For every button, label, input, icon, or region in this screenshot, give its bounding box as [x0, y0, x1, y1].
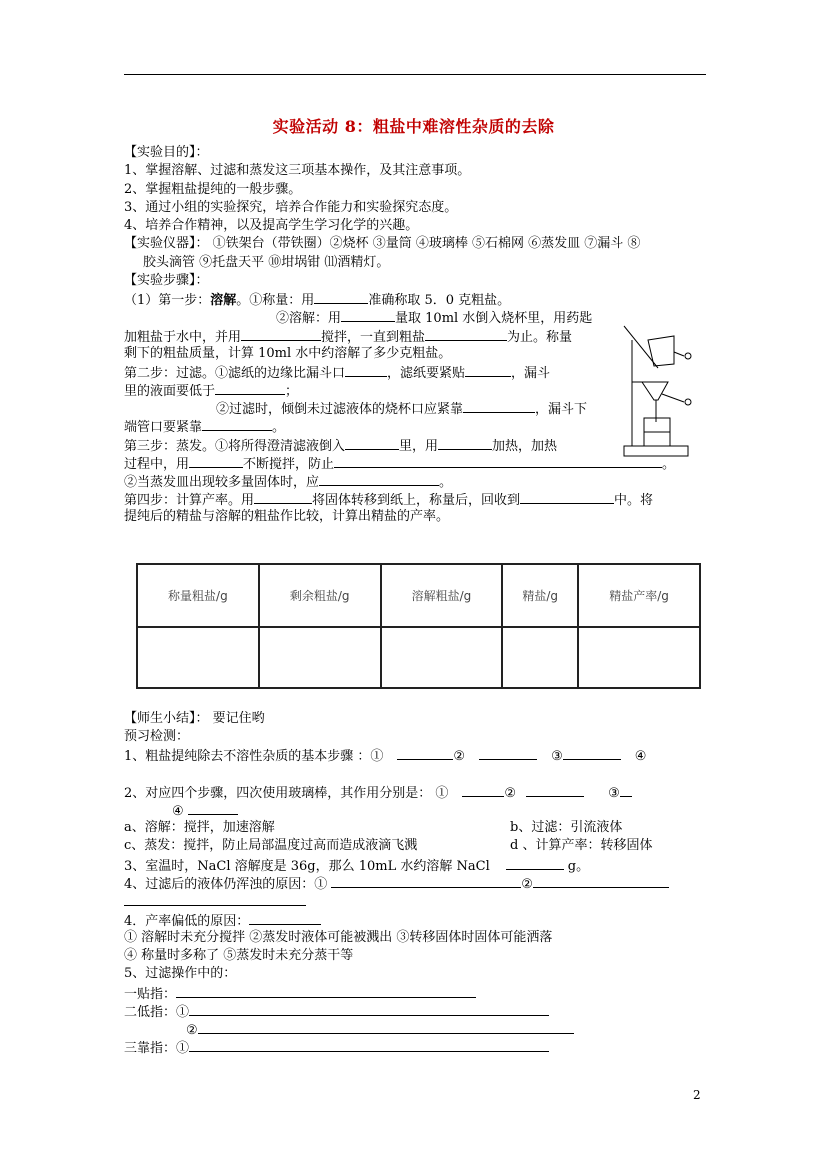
step2-text-6: ②过滤时，倾倒未过滤液体的烧杯口应紧靠 — [216, 402, 464, 417]
step4-text-2: 将固体转移到纸上，称量后，回收到 — [312, 493, 521, 508]
step4-line-2: 提纯后的精盐与溶解的粗盐作比较，计算出精盐的产率。 — [124, 509, 450, 524]
step2-text-9: 。 — [272, 420, 286, 435]
step2-text-5: ； — [285, 384, 299, 399]
two-low-label: 二低指：① — [124, 1005, 190, 1020]
step3-text: 第三步：蒸发。①将所得澄清滤液倒入 — [124, 439, 346, 454]
table-cell[interactable] — [502, 627, 578, 688]
step2-text-2: ，滤纸要紧贴 — [387, 366, 466, 381]
yield-options-1: ① 溶解时未充分搅拌 ②蒸发时液体可能被溅出 ③转移固体时固体可能洒落 — [124, 930, 553, 945]
question-1 — [124, 745, 646, 766]
results-table-wrap — [136, 563, 701, 689]
stand-base — [624, 446, 688, 456]
step3-text-8: 。 — [439, 475, 453, 490]
answer-d: d 、计算产率：转移固体 — [510, 838, 653, 853]
answer-blank[interactable] — [334, 453, 662, 468]
step1-dissolve-label: 溶解 — [210, 293, 237, 308]
answer-blank[interactable] — [202, 416, 272, 431]
question-4-cont — [124, 891, 306, 912]
step3-text-5: 不断搅拌，防止 — [243, 457, 335, 472]
q2-text: 2、对应四个步骤，四次使用玻璃棒，其作用分别是： ① — [124, 786, 449, 801]
answer-c: c、蒸发：搅拌，防止局部温度过高而造成液滴飞溅 — [124, 838, 418, 853]
step1-stir-text-2: 搅拌，一直到粗盐 — [321, 330, 426, 345]
table-row — [137, 627, 700, 688]
answer-blank[interactable] — [563, 745, 621, 760]
answer-blank[interactable] — [254, 489, 312, 504]
answer-blank[interactable] — [319, 471, 439, 486]
answer-blank[interactable] — [189, 453, 243, 468]
step4-text: 第四步：计算产率。用 — [124, 493, 255, 508]
col-header: 剩余粗盐/g — [259, 564, 381, 627]
step3-text-4: 过程中，用 — [124, 457, 190, 472]
q1-text: 1、粗盐提纯除去不溶性杂质的基本步骤 ：① — [124, 749, 384, 764]
results-table — [136, 563, 701, 689]
q1-mark-3: ③ — [551, 749, 563, 764]
col-header: 溶解粗盐/g — [381, 564, 503, 627]
answer-a: a、溶解：搅拌，加速溶解 — [124, 820, 275, 835]
answer-blank[interactable] — [533, 873, 669, 888]
step1-stir-text-3: 为止。称量 — [507, 330, 573, 345]
col-header: 称量粗盐/g — [137, 564, 259, 627]
purpose-item-3: 3、通过小组的实验探究，培养合作能力和实验探究态度。 — [124, 200, 458, 215]
q1-mark-2: ② — [453, 749, 466, 764]
table-header-row — [137, 564, 700, 627]
step3-text-7: ②当蒸发皿出现较多量固体时，应 — [124, 475, 320, 490]
q1-mark-4: ④ — [634, 749, 647, 764]
step1-stir-text: 加粗盐于水中，并用 — [124, 330, 242, 345]
q3-text: 3、室温时，NaCl 溶解度是 36g，那么 10mL 水约溶解 NaCl — [124, 859, 490, 874]
filtration-apparatus-figure — [618, 322, 712, 464]
yield-options-2: ④ 称量时多称了 ⑤蒸发时未充分蒸干等 — [124, 948, 354, 963]
callout-2 — [685, 399, 691, 405]
col-header: 精盐/g — [502, 564, 578, 627]
answer-blank[interactable] — [520, 489, 614, 504]
answer-blank[interactable] — [189, 1037, 549, 1052]
callout-1 — [685, 353, 691, 359]
step1-calc-line: 剩下的粗盐质量，计算 10ml 水中约溶解了多少克粗盐。 — [124, 346, 452, 361]
purpose-item-1: 1、掌握溶解、过滤和蒸发这三项基本操作，及其注意事项。 — [124, 163, 471, 178]
q3-unit: g。 — [567, 859, 590, 874]
table-cell[interactable] — [259, 627, 381, 688]
step1-weigh-text: 。①称量：用 — [236, 293, 315, 308]
three-lean-label: 三靠指：① — [124, 1041, 190, 1056]
q2-mark-2: ② — [504, 786, 517, 801]
answer-blank[interactable] — [397, 745, 453, 760]
table-cell[interactable] — [137, 627, 259, 688]
col-header: 精盐产率/g — [578, 564, 700, 627]
step2-text-3: ，漏斗 — [511, 366, 551, 381]
q2-mark-4: ④ — [172, 804, 184, 819]
step2-text: 第二步：过滤。①滤纸的边缘比漏斗口 — [124, 366, 346, 381]
table-cell[interactable] — [381, 627, 503, 688]
q4-mark-2: ② — [521, 877, 533, 892]
instruments-line-2: 胶头滴管 ⑨托盘天平 ⑩坩埚钳 ⑾酒精灯。 — [143, 255, 390, 270]
answer-blank[interactable] — [341, 307, 395, 322]
step4-text-3: 中。将 — [614, 493, 654, 508]
answer-blank[interactable] — [249, 910, 321, 925]
answer-blank[interactable] — [506, 855, 564, 870]
answer-blank[interactable] — [124, 891, 306, 906]
summary-heading: 【师生小结】： 要记住哟 — [124, 711, 265, 726]
page-title: 实验活动 8：粗盐中难溶性杂质的去除 — [272, 117, 555, 136]
answer-blank[interactable] — [465, 362, 511, 377]
step1-weigh-text-2: 准确称取 5．0 克粗盐。 — [368, 293, 511, 308]
answer-blank[interactable] — [176, 983, 476, 998]
answer-blank[interactable] — [188, 800, 238, 815]
answer-blank[interactable] — [463, 398, 535, 413]
page-number: 2 — [693, 1088, 701, 1102]
answer-blank[interactable] — [345, 362, 387, 377]
answer-blank[interactable] — [345, 435, 399, 450]
q2-mark-3: ③ — [608, 786, 620, 801]
step3-text-6: 。 — [662, 457, 676, 472]
answer-blank[interactable] — [189, 1001, 549, 1016]
answer-b: b、过滤：引流液体 — [510, 820, 623, 835]
header-rule — [124, 74, 706, 75]
purpose-item-4: 4、培养合作精神，以及提高学生学习化学的兴趣。 — [124, 218, 419, 233]
answer-blank[interactable] — [425, 326, 507, 341]
q-yield-text: 4．产率偏低的原因： — [124, 914, 250, 929]
step1-dissolve-line — [276, 307, 592, 328]
funnel — [642, 382, 668, 400]
table-cell[interactable] — [578, 627, 700, 688]
two-low-mark-2: ② — [186, 1023, 198, 1038]
preview-heading: 预习检测： — [124, 729, 190, 744]
question-filter: 5、过滤操作中的： — [124, 966, 237, 981]
step3-text-3: 加热，加热 — [492, 439, 558, 454]
answer-blank[interactable] — [241, 326, 321, 341]
answer-blank[interactable] — [462, 782, 504, 797]
answer-blank[interactable] — [526, 782, 584, 797]
answer-blank[interactable] — [331, 873, 521, 888]
answer-blank[interactable] — [314, 289, 368, 304]
purpose-item-2: 2、掌握粗盐提纯的一般步骤。 — [124, 182, 302, 197]
step2-line-4 — [124, 416, 285, 437]
step2-text-4: 里的液面要低于 — [124, 384, 216, 399]
answer-blank[interactable] — [438, 435, 492, 450]
answer-blank[interactable] — [215, 380, 285, 395]
q4-text: 4、过滤后的液体仍浑浊的原因：① — [124, 877, 328, 892]
purpose-heading: 【实验目的】： — [124, 145, 209, 160]
instruments-line-1: 【实验仪器】： ①铁架台（带铁圈）②烧杯 ③量筒 ④玻璃棒 ⑤石棉网 ⑥蒸发皿 ⑦漏斗 ⑧ — [124, 236, 641, 251]
step3-text-2: 里，用 — [399, 439, 439, 454]
answer-blank[interactable] — [198, 1019, 574, 1034]
step1-dissolve-text: ②溶解：用 — [276, 311, 342, 326]
answer-blank[interactable] — [479, 745, 537, 760]
pouring-beaker — [648, 336, 674, 366]
answer-blank[interactable] — [620, 782, 632, 797]
step1-label: （1）第一步： — [124, 293, 211, 308]
step2-text-8: 端管口要紧靠 — [124, 420, 203, 435]
steps-heading: 【实验步骤】： — [124, 273, 209, 288]
one-stick-label: 一贴指： — [124, 987, 177, 1002]
step2-text-7: ，漏斗下 — [535, 402, 588, 417]
step1-dissolve-text-2: 量取 10ml 水倒入烧杯里，用药匙 — [395, 311, 593, 326]
filter-three-lean — [124, 1037, 549, 1058]
